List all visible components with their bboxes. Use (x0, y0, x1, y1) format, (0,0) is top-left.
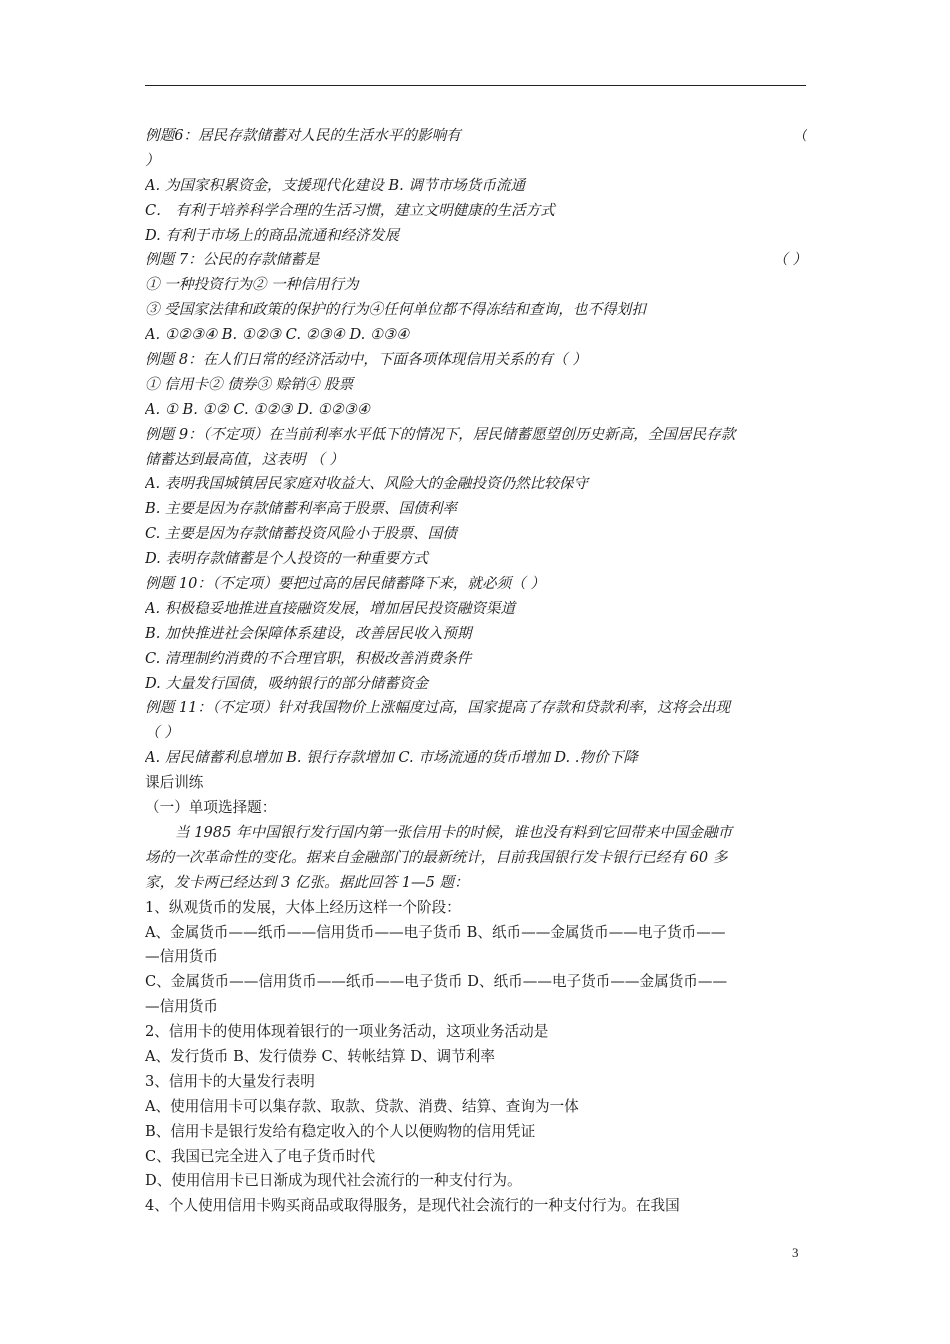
text-line (145, 149, 807, 174)
line-text: A. ①②③④ B. ①②③ C. ②③④ D. ①③④ (145, 326, 410, 344)
line-text: A. 积极稳妥地推进直接融资发展，增加居民投资融资渠道 (145, 599, 516, 617)
text-line (145, 896, 807, 921)
line-text: 场的一次革命性的变化。据来自金融部门的最新统计，目前我国银行发卡银行已经有 60 多 (145, 848, 728, 866)
line-text: 3、信用卡的大量发行表明 (145, 1072, 315, 1090)
line-text: 2、信用卡的使用体现着银行的一项业务活动，这项业务活动是 (145, 1023, 549, 1041)
page-number: 3 (792, 1245, 799, 1260)
text-line (145, 448, 807, 473)
text-line (145, 597, 807, 622)
line-text: （ ） (145, 724, 179, 742)
text-line (145, 1169, 807, 1194)
text-line (145, 746, 807, 771)
line-text: C、金属货币——信用货币——纸币——电子货币 D、纸币——电子货币——金属货币—— (145, 973, 728, 991)
line-text: D、使用信用卡已日渐成为现代社会流行的一种支付行为。 (145, 1172, 522, 1190)
text-line (145, 945, 807, 970)
line-text: C. 主要是因为存款储蓄投资风险小于股票、国债 (145, 525, 457, 543)
text-line (145, 871, 807, 896)
line-text: 储蓄达到最高值，这表明 （ ） (145, 450, 344, 468)
text-line (145, 796, 807, 821)
text-line (145, 995, 807, 1020)
text-line (145, 373, 807, 398)
line-text: —信用货币 (145, 998, 218, 1016)
line-text: 例题6：居民存款储蓄对人民的生活水平的影响有 (145, 127, 461, 144)
text-line (145, 423, 807, 448)
text-line (145, 696, 807, 721)
text-line (145, 622, 807, 647)
header-rule (145, 85, 806, 86)
line-text: A. 居民储蓄利息增加 B. 银行存款增加 C. 市场流通的货币增加 D. .物价下降 (145, 749, 638, 767)
line-text: A. 为国家积累资金，支援现代化建设 B. 调节市场货币流通 (145, 176, 526, 194)
text-line (145, 398, 807, 423)
line-text: B、信用卡是银行发给有稳定收入的个人以便购物的信用凭证 (145, 1122, 536, 1140)
line-text: A、金属货币——纸币——信用货币——电子货币 B、纸币——金属货币——电子货币—— (145, 923, 726, 941)
line-text: —信用货币 (145, 948, 218, 966)
text-line (145, 672, 807, 697)
text-line (145, 323, 807, 348)
line-text: A、使用信用卡可以集存款、取款、贷款、消费、结算、查询为一体 (145, 1097, 579, 1115)
text-line (145, 1045, 807, 1070)
text-line (145, 921, 807, 946)
line-text: B. 加快推进社会保障体系建设，改善居民收入预期 (145, 624, 472, 642)
text-line (145, 1145, 807, 1170)
text-line (145, 647, 807, 672)
document-body (145, 124, 807, 1219)
answer-bracket: （ (792, 127, 807, 144)
line-text: A. 表明我国城镇居民家庭对收益大、风险大的金融投资仍然比较保守 (145, 475, 589, 493)
line-text: C. 清理制约消费的不合理官职，积极改善消费条件 (145, 649, 472, 667)
line-text: 例题 7：公民的存款储蓄是 (145, 251, 320, 269)
text-line (145, 174, 807, 199)
line-text: A、发行货币 B、发行债券 C、转帐结算 D、调节利率 (145, 1047, 495, 1065)
line-text: 例题 11：（不定项）针对我国物价上涨幅度过高，国家提高了存款和贷款利率，这将会出现 (145, 699, 731, 717)
text-line (145, 224, 807, 249)
line-text: A. ① B. ①② C. ①②③ D. ①②③④ (145, 400, 370, 418)
answer-bracket: （ ） (773, 251, 807, 269)
line-text: ① 信用卡② 债券③ 赊销④ 股票 (145, 375, 354, 393)
text-line (145, 547, 807, 572)
line-text: 例题 9：（不定项）在当前利率水平低下的情况下，居民储蓄愿望创历史新高，全国居民存款 (145, 425, 736, 443)
text-line (145, 1194, 807, 1219)
text-line (145, 522, 807, 547)
line-text: C． 有利于培养科学合理的生活习惯，建立文明健康的生活方式 (145, 201, 555, 219)
line-text: ③ 受国家法律和政策的保护的行为④任何单位都不得冻结和查询，也不得划扣 (145, 301, 646, 319)
text-line (145, 1070, 807, 1095)
text-line (145, 771, 807, 796)
line-text: 家，发卡两已经达到 3 亿张。据此回答 1—5 题： (145, 873, 469, 891)
line-text: ） (145, 151, 160, 169)
text-line (145, 846, 807, 871)
line-text: ① 一种投资行为② 一种信用行为 (145, 276, 359, 294)
text-line (145, 298, 807, 323)
text-line (145, 348, 807, 373)
line-text: D. 表明存款储蓄是个人投资的一种重要方式 (145, 550, 429, 568)
text-line (145, 248, 807, 273)
text-line (145, 124, 807, 149)
line-text: 当 1985 年中国银行发行国内第一张信用卡的时候，谁也没有料到它回带来中国金融市 (175, 823, 733, 841)
text-line (145, 721, 807, 746)
line-text: D. 有利于市场上的商品流通和经济发展 (145, 226, 399, 244)
line-text: C、我国已完全进入了电子货币时代 (145, 1147, 376, 1165)
text-line (145, 1120, 807, 1145)
line-text: （一）单项选择题： (145, 799, 277, 817)
text-line (145, 273, 807, 298)
text-line (145, 970, 807, 995)
text-line (145, 572, 807, 597)
text-line (145, 1095, 807, 1120)
line-text: B. 主要是因为存款储蓄利率高于股票、国债利率 (145, 500, 457, 518)
text-line (145, 497, 807, 522)
text-line (145, 472, 807, 497)
line-text: D. 大量发行国债，吸纳银行的部分储蓄资金 (145, 674, 429, 692)
line-text: 例题 8：在人们日常的经济活动中，下面各项体现信用关系的有（ ） (145, 351, 587, 369)
text-line (145, 1020, 807, 1045)
line-text: 1、纵观货币的发展，大体上经历这样一个阶段： (145, 898, 461, 916)
line-text: 课后训练 (145, 774, 204, 792)
line-text: 4、个人使用信用卡购买商品或取得服务，是现代社会流行的一种支付行为。在我国 (145, 1197, 680, 1215)
text-line (145, 199, 807, 224)
line-text: 例题 10：（不定项）要把过高的居民储蓄降下来，就必须（ ） (145, 575, 545, 593)
text-line (145, 821, 807, 846)
